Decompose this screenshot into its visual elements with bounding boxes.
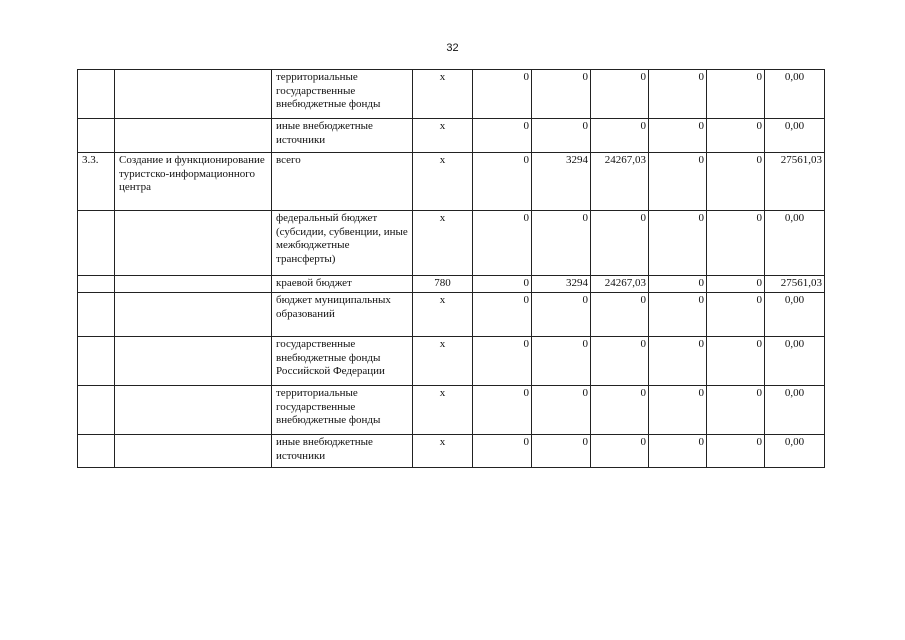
value-cell: 0	[591, 70, 649, 119]
total-cell: 27561,03	[765, 153, 825, 211]
value-cell: 0	[707, 337, 765, 386]
budget-table	[77, 69, 825, 468]
budget-code-cell: x	[413, 211, 473, 276]
budget-code-cell: x	[413, 153, 473, 211]
value-cell: 0	[591, 293, 649, 337]
activity-name-cell: Создание и функционирование туристско-информационного центра	[115, 153, 272, 211]
table-row	[78, 276, 825, 293]
page-number: 32	[446, 42, 459, 54]
funding-source-cell: территориальные государственные внебюджетные фонды	[272, 70, 413, 119]
value-cell: 0	[473, 119, 532, 153]
budget-code-cell: x	[413, 386, 473, 435]
funding-source-cell: территориальные государственные внебюджетные фонды	[272, 386, 413, 435]
value-cell: 0	[649, 293, 707, 337]
table-row	[78, 435, 825, 468]
value-cell: 0	[532, 386, 591, 435]
row-number-cell	[78, 293, 115, 337]
value-cell: 0	[473, 153, 532, 211]
funding-source-cell: иные внебюджетные источники	[272, 435, 413, 468]
value-cell: 0	[532, 119, 591, 153]
row-number-cell	[78, 211, 115, 276]
budget-code-cell: x	[413, 293, 473, 337]
value-cell: 0	[473, 293, 532, 337]
value-cell: 0	[649, 435, 707, 468]
row-number-cell	[78, 386, 115, 435]
funding-source-cell: федеральный бюджет (субсидии, субвенции, иные межбюджетные трансферты)	[272, 211, 413, 276]
row-number-cell	[78, 70, 115, 119]
budget-code-cell: x	[413, 70, 473, 119]
value-cell: 0	[649, 276, 707, 293]
value-cell: 0	[649, 211, 707, 276]
value-cell: 0	[532, 211, 591, 276]
value-cell: 0	[591, 337, 649, 386]
value-cell: 0	[707, 119, 765, 153]
value-cell: 0	[473, 211, 532, 276]
value-cell: 0	[649, 386, 707, 435]
value-cell: 0	[473, 337, 532, 386]
table-row	[78, 386, 825, 435]
total-cell: 0,00	[765, 386, 825, 435]
value-cell: 0	[532, 293, 591, 337]
total-cell: 0,00	[765, 211, 825, 276]
activity-name-cell	[115, 276, 272, 293]
row-number-cell	[78, 276, 115, 293]
value-cell: 0	[707, 293, 765, 337]
value-cell: 0	[707, 153, 765, 211]
value-cell: 0	[591, 119, 649, 153]
value-cell: 0	[707, 211, 765, 276]
value-cell: 0	[591, 435, 649, 468]
value-cell: 0	[532, 337, 591, 386]
budget-code-cell: x	[413, 435, 473, 468]
total-cell: 0,00	[765, 435, 825, 468]
table-row	[78, 119, 825, 153]
activity-name-cell	[115, 293, 272, 337]
activity-name-cell	[115, 119, 272, 153]
value-cell: 0	[649, 119, 707, 153]
table-row	[78, 337, 825, 386]
row-number-cell	[78, 435, 115, 468]
funding-source-cell: государственные внебюджетные фонды Российской Федерации	[272, 337, 413, 386]
value-cell: 0	[532, 435, 591, 468]
value-cell: 0	[649, 70, 707, 119]
table-row	[78, 211, 825, 276]
value-cell: 0	[473, 70, 532, 119]
total-cell: 27561,03	[765, 276, 825, 293]
value-cell: 0	[707, 386, 765, 435]
table-row	[78, 293, 825, 337]
value-cell: 0	[591, 386, 649, 435]
table-row	[78, 70, 825, 119]
value-cell: 24267,03	[591, 153, 649, 211]
budget-code-cell: x	[413, 119, 473, 153]
budget-code-cell: 780	[413, 276, 473, 293]
value-cell: 3294	[532, 153, 591, 211]
budget-code-cell: x	[413, 337, 473, 386]
activity-name-cell	[115, 386, 272, 435]
activity-name-cell	[115, 435, 272, 468]
row-number-cell	[78, 337, 115, 386]
value-cell: 0	[707, 70, 765, 119]
total-cell: 0,00	[765, 337, 825, 386]
total-cell: 0,00	[765, 119, 825, 153]
value-cell: 0	[473, 435, 532, 468]
value-cell: 24267,03	[591, 276, 649, 293]
value-cell: 0	[532, 70, 591, 119]
funding-source-cell: иные внебюджетные источники	[272, 119, 413, 153]
total-cell: 0,00	[765, 293, 825, 337]
value-cell: 3294	[532, 276, 591, 293]
value-cell: 0	[649, 337, 707, 386]
activity-name-cell	[115, 70, 272, 119]
value-cell: 0	[473, 386, 532, 435]
table-row	[78, 153, 825, 211]
row-number-cell	[78, 119, 115, 153]
row-number-cell: 3.3.	[78, 153, 115, 211]
value-cell: 0	[707, 276, 765, 293]
activity-name-cell	[115, 337, 272, 386]
funding-source-cell: краевой бюджет	[272, 276, 413, 293]
total-cell: 0,00	[765, 70, 825, 119]
value-cell: 0	[591, 211, 649, 276]
value-cell: 0	[707, 435, 765, 468]
funding-source-cell: бюджет муниципальных образований	[272, 293, 413, 337]
value-cell: 0	[649, 153, 707, 211]
activity-name-cell	[115, 211, 272, 276]
value-cell: 0	[473, 276, 532, 293]
funding-source-cell: всего	[272, 153, 413, 211]
